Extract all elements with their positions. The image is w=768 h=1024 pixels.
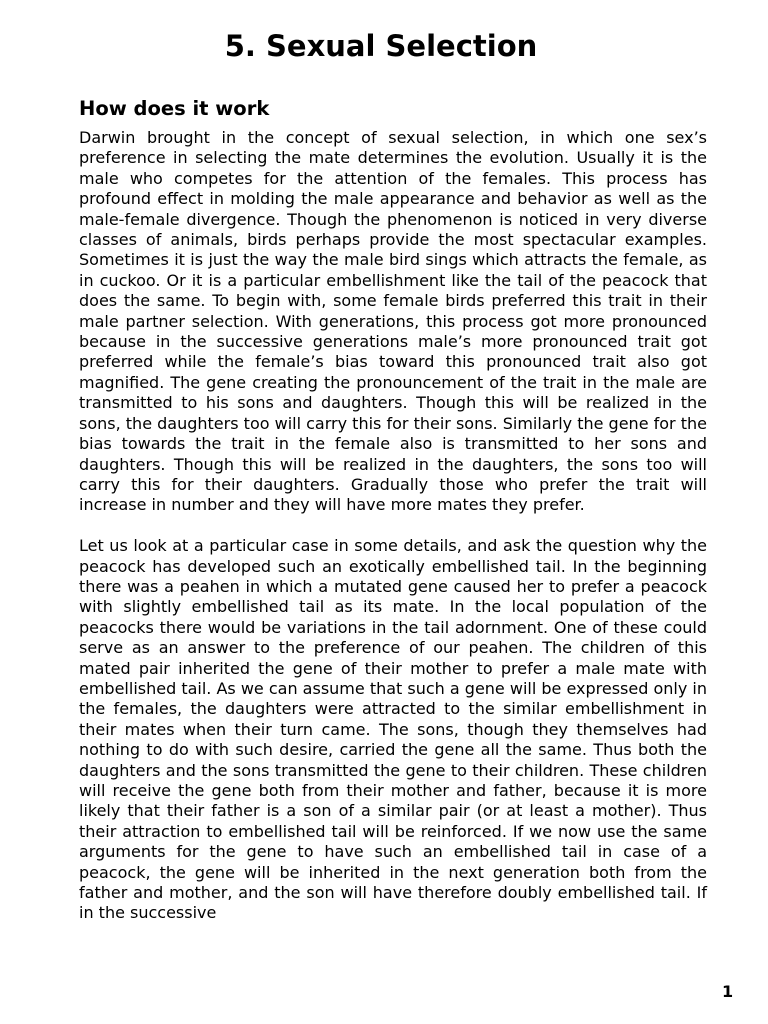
page-number: 1 [722,982,734,1001]
section-heading: How does it work [79,97,270,120]
paragraph-1: Darwin brought in the concept of sexual selection, in which one sex’s preference in selecting the mate determines the evolution. Usually it is the male who competes for the attention of the females. This process has profound effect in molding the male appearance and behavior as well as the male-female divergence. Though the phenomenon is noticed in very diverse classes of animals, birds perhaps provide the most spectacular examples. Sometimes it is just the way the male bird sings which attracts the female, as in cuckoo. Or it is a particular embellishment like the tail of the peacock that does the same. To begin with, some female birds preferred this trait in their male partner selection. With generations, this process got more pronounced because in the successive generations male’s more pronounced trait got preferred while the female’s bias toward this pronounced trait also got magnified. The gene creating the pronouncement of the trait in the male are transmitted to his sons and daughters. Though this will be realized in the sons, the daughters too will carry this for their sons. Similarly the gene for the bias towards the trait in the female also is transmitted to her sons and daughters. Though this will be realized in the daughters, the sons too will carry this for their daughters. Gradually those who prefer the trait will increase in number and they will have more mates they prefer. [79,128,707,515]
paragraph-2: Let us look at a particular case in some details, and ask the question why the peacock has developed such an exotically embellished tail. In the beginning there was a peahen in which a mutated gene caused her to prefer a peacock with slightly embellished tail as its mate. In the local population of the peacocks there would be variations in the tail adornment. One of these could serve as an answer to the preference of our peahen. The children of this mated pair inherited the gene of their mother to prefer a male mate with embellished tail. As we can assume that such a gene will be expressed only in the females, the daughters were attracted to the similar embellishment in their mates when their turn came. The sons, though they themselves had nothing to do with such desire, carried the gene all the same. Thus both the daughters and the sons transmitted the gene to their children. These children will receive the gene both from their mother and father, because it is more likely that their father is a son of a similar pair (or at least a mother). Thus their attraction to embellished tail will be reinforced. If we now use the same arguments for the gene to have such an embellished tail in case of a peacock, the gene will be inherited in the next generation both from the father and mother, and the son will have therefore doubly embellished tail. If in the successive [79,536,707,923]
body-text [79,128,707,924]
chapter-title: 5. Sexual Selection [224,29,538,63]
